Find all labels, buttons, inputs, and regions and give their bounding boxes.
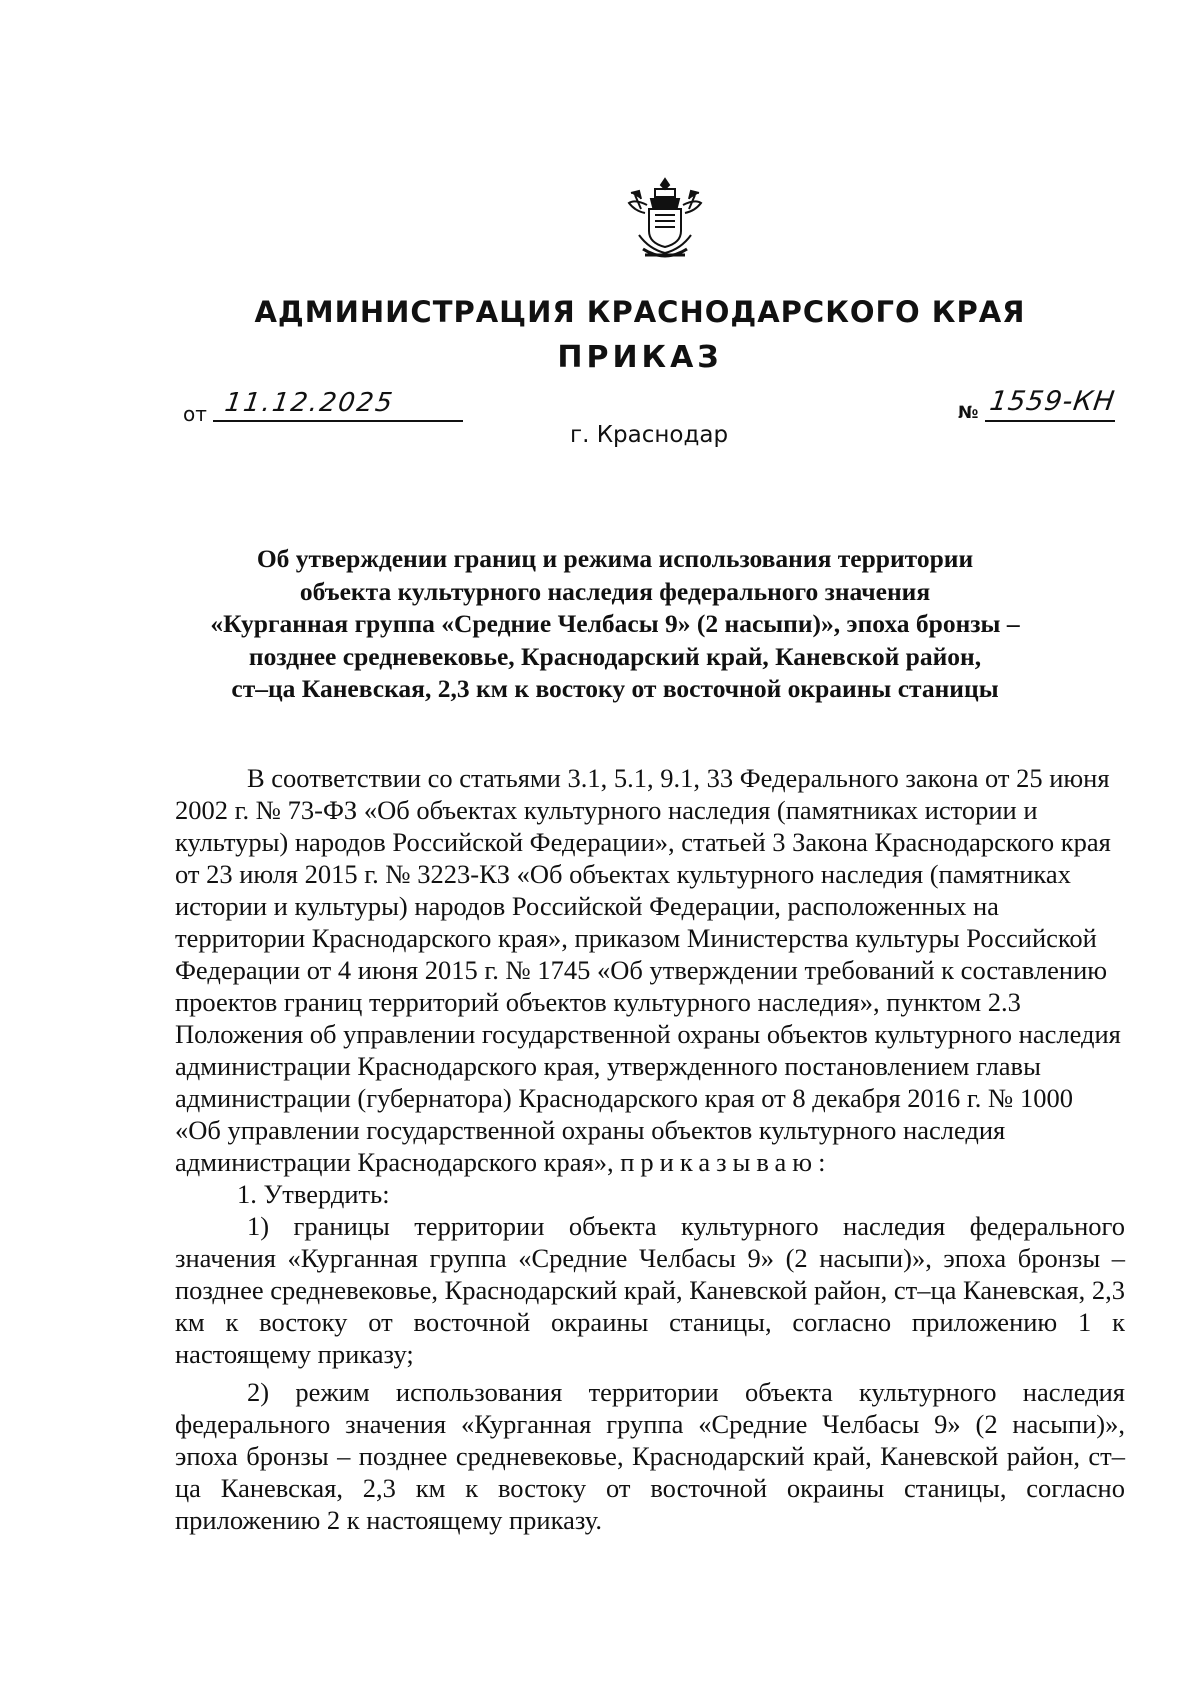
city-name: г. Краснодар xyxy=(570,422,729,448)
title-line: позднее средневековье, Краснодарский край, Каневской район, xyxy=(248,641,982,671)
document-type: ПРИКАЗ xyxy=(557,340,723,375)
preamble-text: В соответствии со статьями 3.1, 5.1, 9.1, 33 Федерального закона от 25 июня 2002 г. № 73-ФЗ «Об объектах культурного наследия (памятниках истории и культуры) народов Российской Федерации», статьей 3 Закона Краснодарского края от 23 июля 2015 г. № 3223-КЗ «Об объектах культурного наследия (памятниках истории и культуры) народов Российской Федерации, расположенных на территории Краснодарского края», приказом Министерства культуры Российской Федерации от 4 июня 2015 г. № 1745 «Об утверждении требований к составлению проектов границ территорий объектов культурного наследия», пунктом 2.3 Положения об управлении государственной охраны объектов культурного наследия администрации Краснодарского края, утвержденного постановлением главы администрации (губернатора) Краснодарского края от 8 декабря 2016 г. № 1000 «Об управлении государственной охраны объектов культурного наследия администрации Краснодарского края», xyxy=(175,763,1121,1177)
preamble-paragraph xyxy=(175,762,1125,1178)
date-underline xyxy=(213,420,463,422)
number-prefix: № xyxy=(958,403,979,423)
date-prefix: от xyxy=(183,402,207,426)
document-body xyxy=(175,762,1125,1536)
title-line: ст–ца Каневская, 2,3 км к востоку от восточной окраины станицы xyxy=(231,674,999,703)
title-line: Об утверждении границ и режима использования территории xyxy=(256,544,974,573)
coat-of-arms-icon xyxy=(625,175,705,265)
item-1: 1. Утвердить: xyxy=(237,1179,390,1209)
document-title xyxy=(150,543,1080,706)
item-1-1: 1) границы территории объекта культурного наследия федерального значения «Курганная группа «Средние Челбасы 9» (2 насыпи)», эпоха бронзы – позднее средневековье, Краснодарский край, Каневской район, ст–ца Каневская, 2,3 км к востоку от восточной окраины станицы, согласно приложению 1 к настоящему приказу; xyxy=(175,1211,1125,1369)
title-line: объекта культурного наследия федерального значения xyxy=(299,576,931,606)
order-word: приказываю: xyxy=(620,1147,832,1177)
number-underline xyxy=(985,420,1115,422)
handwritten-date: 11.12.2025 xyxy=(222,388,396,418)
item-1-2: 2) режим использования территории объекта культурного наследия федерального значения «Курганная группа «Средние Челбасы 9» (2 насыпи)», эпоха бронзы – позднее средневековье, Краснодарский край, Каневской район, ст–ца Каневская, 2,3 км к востоку от восточной окраины станицы, согласно приложению 2 к настоящему приказу. xyxy=(175,1377,1125,1535)
handwritten-number: 1559-КН xyxy=(987,386,1118,417)
title-line: «Курганная группа «Средние Челбасы 9» (2 насыпи)», эпоха бронзы – xyxy=(210,609,1020,638)
organization-name: АДМИНИСТРАЦИЯ КРАСНОДАРСКОГО КРАЯ xyxy=(254,295,1026,329)
